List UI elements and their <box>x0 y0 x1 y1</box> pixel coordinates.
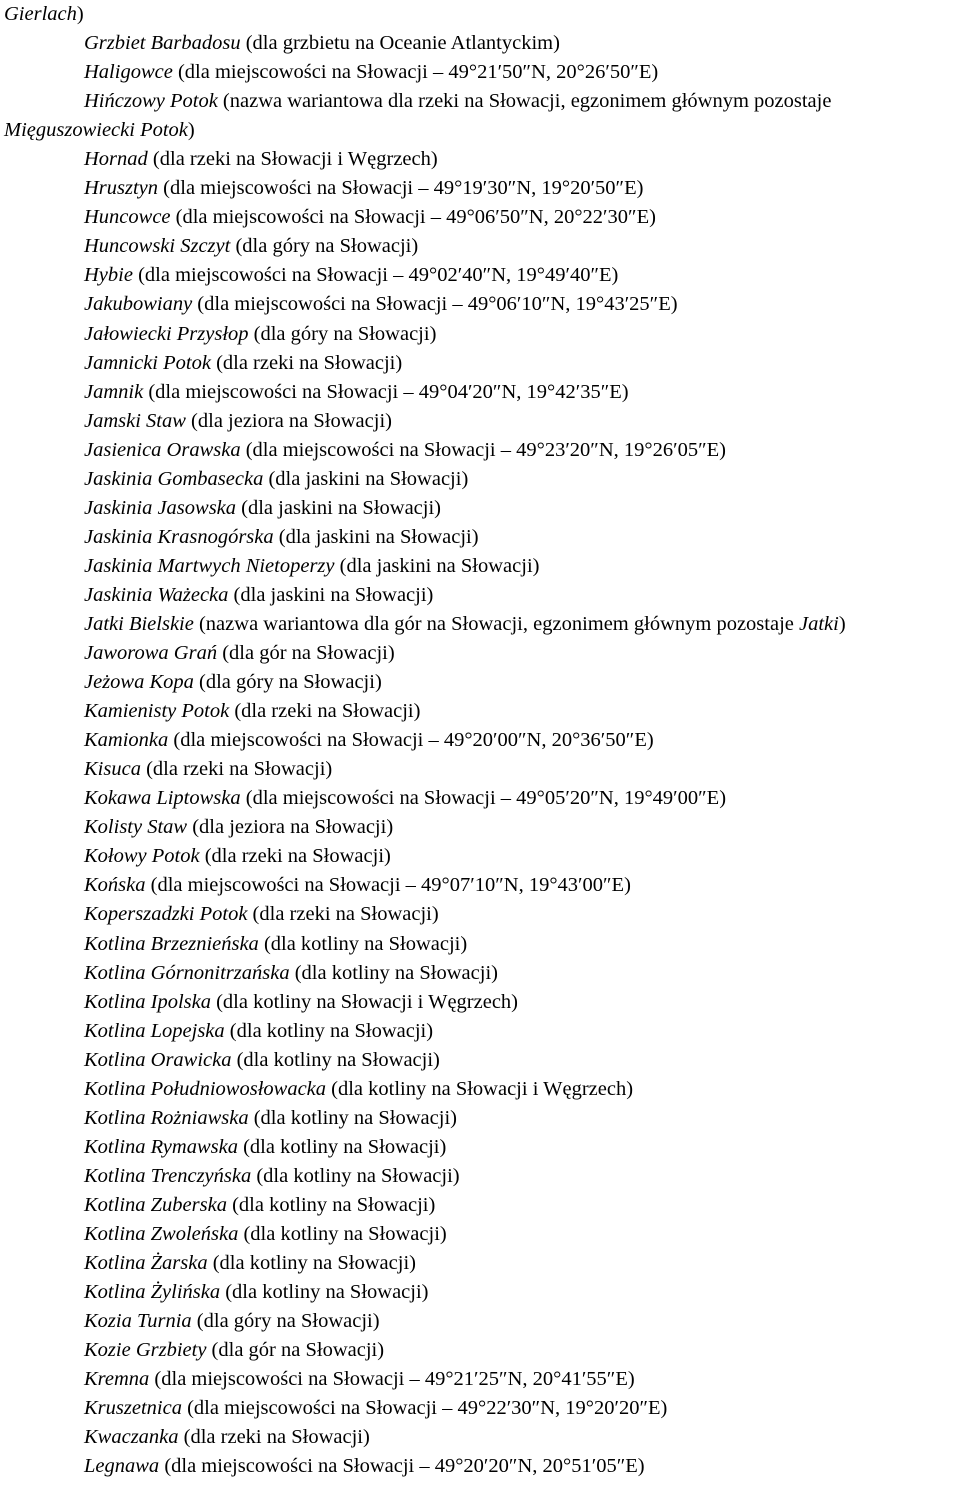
entry-name: Huncowski Szczyt <box>84 235 231 258</box>
entry-description: (dla gór na Słowacji) <box>206 1339 385 1362</box>
entry-name: Kotlina Lopejska <box>84 1019 225 1042</box>
main-exonym-name: Mięguszowiecki Potok <box>4 119 188 142</box>
entry-description: (dla miejscowości na Słowacji – 49°05′20″N, 19°49′00″E) <box>240 787 727 810</box>
entry-description: (dla miejscowości na Słowacji – 49°07′10″N, 19°43′00″E) <box>145 874 631 897</box>
entry-name: Haligowce <box>84 61 173 84</box>
entry-description: (dla góry na Słowacji) <box>191 1310 380 1333</box>
entry-list <box>0 29 960 1481</box>
entry-name: Jaskinia Martwych Nietoperzy <box>84 554 335 577</box>
entry-name: Hrusztyn <box>84 177 159 200</box>
list-item <box>0 407 960 436</box>
entry-name: Kozie Grzbiety <box>84 1339 207 1362</box>
entry-description: (dla kotliny na Słowacji) <box>237 1135 447 1158</box>
list-item <box>0 1336 960 1365</box>
entry-name: Kamionka <box>84 729 169 752</box>
list-item <box>0 378 960 407</box>
entry-description: (dla kotliny na Słowacji) <box>231 1048 440 1071</box>
entry-description: (dla góry na Słowacji) <box>248 322 437 345</box>
list-item <box>0 58 960 87</box>
entry-description: (dla miejscowości na Słowacji – 49°04′20″N, 19°42′35″E) <box>143 380 629 403</box>
entry-description: (dla miejscowości na Słowacji – 49°23′20″N, 19°26′05″E) <box>240 438 726 461</box>
entry-name: Jamnicki Potok <box>84 351 211 374</box>
entry-name: Hybie <box>84 264 133 287</box>
entry-description: (dla kotliny na Słowacji) <box>258 932 468 955</box>
list-item <box>0 1278 960 1307</box>
entry-name: Kozia Turnia <box>84 1310 192 1333</box>
list-item <box>0 494 960 523</box>
entry-description: (dla kotliny na Słowacji) <box>220 1281 429 1304</box>
entry-description: (dla miejscowości na Słowacji – 49°20′00″N, 20°36′50″E) <box>168 729 654 752</box>
entry-name: Hornad <box>84 148 148 171</box>
entry-description: (dla jaskini na Słowacji) <box>273 525 479 548</box>
entry-name: Jeżowa Kopa <box>84 671 194 694</box>
entry-name: Legnawa <box>84 1455 160 1478</box>
entry-description: (dla kotliny na Słowacji) <box>289 961 498 984</box>
list-item <box>0 1423 960 1452</box>
entry-name: Jaskinia Ważecka <box>84 583 229 606</box>
list-item <box>0 1133 960 1162</box>
entry-description: (nazwa wariantowa dla rzeki na Słowacji, egzonimem głównym pozostaje <box>217 90 832 113</box>
entry-closing: ) <box>838 612 846 635</box>
list-item <box>0 1394 960 1423</box>
main-exonym-name: Jatki <box>799 612 839 635</box>
list-item <box>0 930 960 959</box>
entry-description: (dla kotliny na Słowacji i Węgrzech) <box>326 1077 634 1100</box>
list-item <box>0 174 960 203</box>
entry-description: (dla kotliny na Słowacji i Węgrzech) <box>210 990 519 1013</box>
list-item <box>0 1017 960 1046</box>
list-item <box>0 1046 960 1075</box>
entry-name: Kotlina Górnonitrzańska <box>84 961 290 984</box>
entry-description: (dla jeziora na Słowacji) <box>185 409 392 432</box>
list-item <box>0 988 960 1017</box>
list-item <box>0 1249 960 1278</box>
entry-description: (dla miejscowości na Słowacji – 49°06′10″N, 19°43′25″E) <box>192 293 678 316</box>
list-item <box>0 697 960 726</box>
list-item <box>0 1452 960 1481</box>
entry-name: Kotlina Orawicka <box>84 1048 232 1071</box>
list-item <box>0 261 960 290</box>
entry-closing: ) <box>187 119 195 142</box>
entry-name: Kotlina Brzeznieńska <box>84 932 259 955</box>
list-item <box>0 900 960 929</box>
list-item <box>0 639 960 668</box>
entry-description: (dla jaskini na Słowacji) <box>228 583 434 606</box>
list-item <box>0 610 960 639</box>
entry-name: Jakubowiany <box>84 293 193 316</box>
entry-name: Kołowy Potok <box>84 845 200 868</box>
entry-description: (dla rzeki na Słowacji) <box>229 700 421 723</box>
entry-name: Kotlina Żylińska <box>84 1281 221 1304</box>
entry-description: (dla jaskini na Słowacji) <box>263 467 469 490</box>
entry-name: Jałowiecki Przysłop <box>84 322 249 345</box>
entry-description: (dla miejscowości na Słowacji – 49°19′30″N, 19°20′50″E) <box>158 177 644 200</box>
list-item <box>0 1365 960 1394</box>
list-item <box>0 232 960 261</box>
entry-description: (dla gór na Słowacji) <box>217 642 395 665</box>
list-item <box>0 87 960 145</box>
entry-name: Koperszadzki Potok <box>84 903 248 926</box>
list-item <box>0 1307 960 1336</box>
list-item <box>0 871 960 900</box>
entry-name: Kotlina Żarska <box>84 1252 208 1275</box>
list-item <box>0 668 960 697</box>
entry-name: Kolisty Staw <box>84 816 188 839</box>
entry-name: Jatki Bielskie <box>84 612 194 635</box>
list-item <box>0 959 960 988</box>
entry-description: (dla rzeki na Słowacji) <box>140 758 333 781</box>
entry-name: Jaskinia Jasowska <box>84 496 237 519</box>
entry-description: (dla jeziora na Słowacji) <box>187 816 394 839</box>
list-item <box>0 465 960 494</box>
entry-name: Huncowce <box>84 206 171 229</box>
list-item <box>0 349 960 378</box>
entry-description: (dla jaskini na Słowacji) <box>334 554 540 577</box>
entry-description: (dla rzeki na Słowacji) <box>178 1426 370 1449</box>
entry-description: (dla góry na Słowacji) <box>230 235 419 258</box>
entry-description: (dla miejscowości na Słowacji – 49°21′25″N, 20°41′55″E) <box>149 1368 635 1391</box>
list-item <box>0 1075 960 1104</box>
entry-description: (dla miejscowości na Słowacji – 49°22′30″N, 19°20′20″E) <box>181 1397 668 1420</box>
entry-description: (dla rzeki na Słowacji) <box>210 351 403 374</box>
entry-name: Kotlina Trenczyńska <box>84 1164 252 1187</box>
entry-name: Grzbiet Barbadosu <box>84 32 241 55</box>
list-item <box>0 523 960 552</box>
entry-name: Kotlina Zwoleńska <box>84 1222 239 1245</box>
entry-name: Końska <box>84 874 146 897</box>
entry-name: Kisuca <box>84 758 141 781</box>
list-item <box>0 436 960 465</box>
entry-name: Jamski Staw <box>84 409 186 432</box>
entry-name: Hińczowy Potok <box>84 90 218 113</box>
entry-name: Kremna <box>84 1368 150 1391</box>
list-item <box>0 552 960 581</box>
entry-name: Gierlach <box>4 3 77 25</box>
entry-name: Jamnik <box>84 380 144 403</box>
list-item <box>0 784 960 813</box>
entry-description: (dla kotliny na Słowacji) <box>248 1106 457 1129</box>
list-item <box>0 1162 960 1191</box>
entry-name: Kotlina Ipolska <box>84 990 211 1013</box>
entry-description: (dla kotliny na Słowacji) <box>224 1019 434 1042</box>
entry-name: Jaskinia Krasnogórska <box>84 525 274 548</box>
entry-name: Kokawa Liptowska <box>84 787 241 810</box>
list-item <box>0 842 960 871</box>
entry-description: (nazwa wariantowa dla gór na Słowacji, egzonimem głównym pozostaje <box>193 612 799 635</box>
list-item <box>0 581 960 610</box>
entry-name: Jaworowa Grań <box>84 642 218 665</box>
list-item <box>0 726 960 755</box>
list-item <box>0 203 960 232</box>
entry-description: (dla kotliny na Słowacji) <box>226 1193 436 1216</box>
entry-description: (dla miejscowości na Słowacji – 49°21′50″N, 20°26′50″E) <box>172 61 659 84</box>
entry-name: Jasienica Orawska <box>84 438 241 461</box>
entry-description: (dla miejscowości na Słowacji – 49°06′50″N, 20°22′30″E) <box>170 206 656 229</box>
entry-name: Kwaczanka <box>84 1426 179 1449</box>
entry-description: (dla rzeki na Słowacji) <box>199 845 391 868</box>
list-item <box>0 813 960 842</box>
list-item <box>0 145 960 174</box>
list-item <box>0 1191 960 1220</box>
entry-description: ) <box>76 3 84 25</box>
entry-name: Kruszetnica <box>84 1397 182 1420</box>
entry-name: Kotlina Południowosłowacka <box>84 1077 327 1100</box>
entry-description: (dla rzeki na Słowacji) <box>247 903 439 926</box>
list-item <box>0 1104 960 1133</box>
entry-description: (dla kotliny na Słowacji) <box>251 1164 460 1187</box>
entry-description: (dla miejscowości na Słowacji – 49°02′40″N, 19°49′40″E) <box>132 264 619 287</box>
entry-description: (dla miejscowości na Słowacji – 49°20′20″N, 20°51′05″E) <box>159 1455 645 1478</box>
entry-description: (dla grzbietu na Oceanie Atlantyckim) <box>240 32 560 55</box>
entry-name: Kotlina Rymawska <box>84 1135 238 1158</box>
list-item <box>0 320 960 349</box>
entry-description: (dla kotliny na Słowacji) <box>207 1252 416 1275</box>
entry-description: (dla kotliny na Słowacji) <box>238 1222 447 1245</box>
list-item <box>0 29 960 58</box>
entry-name: Kotlina Rożniawska <box>84 1106 249 1129</box>
entry-name: Jaskinia Gombasecka <box>84 467 264 490</box>
entry-description: (dla rzeki na Słowacji i Węgrzech) <box>147 148 438 171</box>
entry-name: Kamienisty Potok <box>84 700 230 723</box>
list-item <box>0 1220 960 1249</box>
entry-name: Kotlina Zuberska <box>84 1193 227 1216</box>
leading-fragment <box>0 0 960 29</box>
list-item <box>0 290 960 319</box>
entry-description: (dla góry na Słowacji) <box>193 671 382 694</box>
list-item <box>0 755 960 784</box>
entry-description: (dla jaskini na Słowacji) <box>236 496 441 519</box>
